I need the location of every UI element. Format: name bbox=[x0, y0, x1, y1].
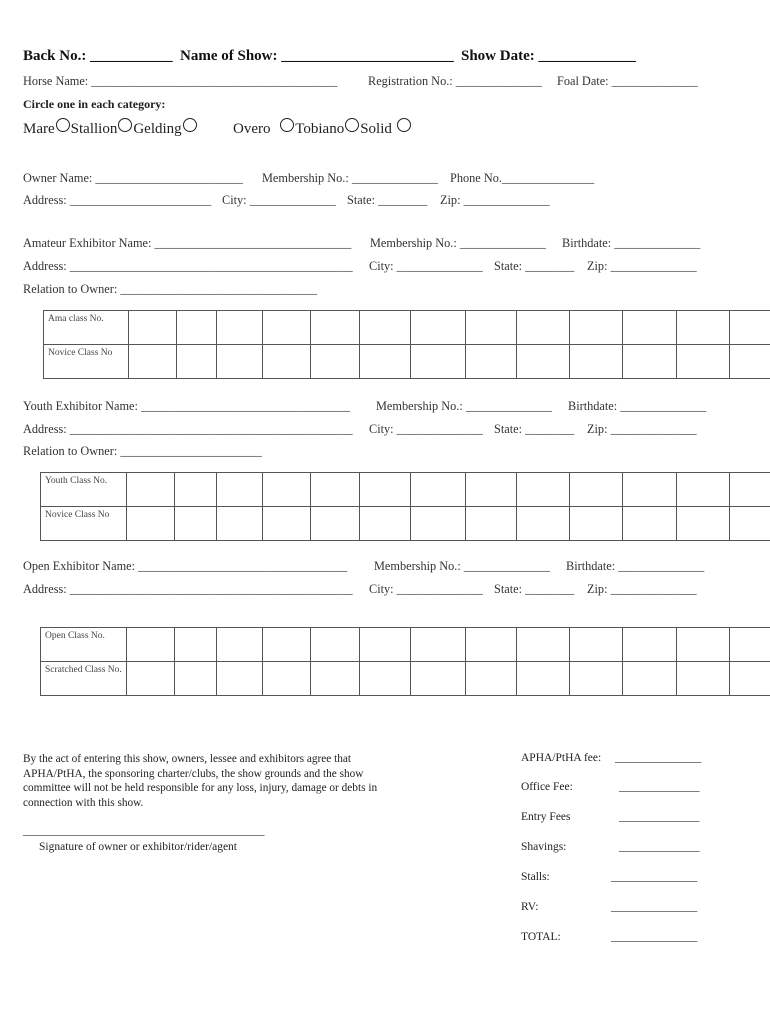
youth-class-table bbox=[40, 472, 770, 541]
class-cell[interactable] bbox=[677, 311, 730, 345]
amateur-state-field[interactable]: State: ________ bbox=[494, 259, 575, 273]
owner-phone-field[interactable]: Phone No._______________ bbox=[450, 171, 595, 185]
class-cell[interactable] bbox=[263, 473, 311, 507]
row-label: Ama class No. bbox=[44, 311, 129, 345]
color-category bbox=[233, 118, 412, 138]
class-cell[interactable] bbox=[730, 311, 770, 345]
sex-category bbox=[23, 118, 198, 138]
class-cell[interactable] bbox=[175, 628, 217, 662]
class-cell[interactable] bbox=[730, 507, 770, 541]
class-cell[interactable] bbox=[466, 311, 517, 345]
liability-disclaimer: By the act of entering this show, owners, lessee and exhibitors agree that APHA/PtHA, the sponsoring charter/clubs, the show grounds and the show committee will not be held responsible for any loss, injury, damage or debts in connection with this show. bbox=[23, 753, 378, 809]
solid-label: Solid bbox=[360, 121, 392, 137]
class-cell[interactable] bbox=[360, 662, 411, 696]
class-cell[interactable] bbox=[466, 345, 517, 379]
class-cell[interactable] bbox=[570, 628, 623, 662]
class-cell[interactable] bbox=[517, 473, 570, 507]
class-cell[interactable] bbox=[217, 473, 263, 507]
class-cell[interactable] bbox=[217, 345, 263, 379]
amateur-class-table bbox=[43, 310, 770, 379]
class-cell[interactable] bbox=[129, 345, 177, 379]
class-cell[interactable] bbox=[623, 662, 677, 696]
class-cell[interactable] bbox=[129, 311, 177, 345]
class-cell[interactable] bbox=[217, 628, 263, 662]
option-mare[interactable] bbox=[23, 121, 71, 137]
horse-name-field[interactable]: Horse Name: ________________________________________ bbox=[23, 74, 338, 88]
class-cell[interactable] bbox=[175, 507, 217, 541]
class-cell[interactable] bbox=[360, 507, 411, 541]
class-cell[interactable] bbox=[570, 345, 623, 379]
owner-zip-field[interactable]: Zip: ______________ bbox=[440, 193, 550, 207]
class-cell[interactable] bbox=[677, 507, 730, 541]
amateur-birthdate-field[interactable]: Birthdate: ______________ bbox=[562, 236, 701, 250]
option-stallion[interactable] bbox=[71, 121, 134, 137]
class-cell[interactable] bbox=[623, 473, 677, 507]
class-cell[interactable] bbox=[730, 628, 770, 662]
class-cell[interactable] bbox=[730, 345, 770, 379]
youth-address-field[interactable]: Address: ______________________________________________ bbox=[23, 422, 353, 436]
overo-label: Overo bbox=[233, 121, 271, 137]
class-cell[interactable] bbox=[517, 628, 570, 662]
fee-label-stalls: Stalls: bbox=[521, 871, 550, 883]
class-cell[interactable] bbox=[411, 473, 466, 507]
fee-blank-total[interactable]: _______________ bbox=[611, 931, 698, 943]
open-membership-field[interactable]: Membership No.: ______________ bbox=[374, 559, 550, 573]
class-cell[interactable] bbox=[311, 473, 360, 507]
back-no-field[interactable]: Back No.: ___________ bbox=[23, 48, 173, 64]
owner-address-field[interactable]: Address: _______________________ bbox=[23, 193, 212, 207]
class-cell[interactable] bbox=[217, 311, 263, 345]
class-cell[interactable] bbox=[311, 311, 360, 345]
stallion-label: Stallion bbox=[70, 121, 118, 137]
class-cell[interactable] bbox=[177, 311, 217, 345]
fee-blank-apha[interactable]: _______________ bbox=[615, 752, 702, 764]
amateur-zip-field[interactable]: Zip: ______________ bbox=[587, 259, 697, 273]
owner-state-field[interactable]: State: ________ bbox=[347, 193, 428, 207]
youth-zip-field[interactable]: Zip: ______________ bbox=[587, 422, 697, 436]
class-cell[interactable] bbox=[517, 311, 570, 345]
overo-circle-icon[interactable] bbox=[280, 118, 294, 132]
class-cell[interactable] bbox=[311, 345, 360, 379]
amateur-relation-field[interactable]: Relation to Owner: ________________________________ bbox=[23, 282, 318, 296]
class-cell[interactable] bbox=[217, 507, 263, 541]
class-cell[interactable] bbox=[360, 311, 411, 345]
mare-circle-icon[interactable] bbox=[56, 118, 70, 132]
youth-membership-field[interactable]: Membership No.: ______________ bbox=[376, 399, 552, 413]
fee-blank-shavings[interactable]: ______________ bbox=[619, 841, 700, 853]
signature-line[interactable]: __________________________________________ bbox=[23, 825, 265, 837]
class-cell[interactable] bbox=[217, 662, 263, 696]
circle-instruction: Circle one in each category: bbox=[23, 97, 166, 111]
class-cell[interactable] bbox=[360, 345, 411, 379]
class-cell[interactable] bbox=[623, 628, 677, 662]
class-cell[interactable] bbox=[623, 507, 677, 541]
class-cell[interactable] bbox=[623, 345, 677, 379]
option-overo[interactable] bbox=[233, 121, 295, 137]
amateur-address-field[interactable]: Address: ______________________________________________ bbox=[23, 259, 353, 273]
class-cell[interactable] bbox=[263, 311, 311, 345]
open-name-field[interactable]: Open Exhibitor Name: __________________________________ bbox=[23, 559, 348, 573]
youth-city-field[interactable]: City: ______________ bbox=[369, 422, 483, 436]
fee-label-shavings: Shavings: bbox=[521, 841, 567, 853]
option-solid[interactable] bbox=[360, 121, 411, 137]
class-cell[interactable] bbox=[466, 473, 517, 507]
class-cell[interactable] bbox=[175, 473, 217, 507]
youth-state-field[interactable]: State: ________ bbox=[494, 422, 575, 436]
youth-name-field[interactable]: Youth Exhibitor Name: __________________________________ bbox=[23, 399, 351, 413]
class-cell[interactable] bbox=[677, 662, 730, 696]
mare-label: Mare bbox=[23, 121, 55, 137]
fee-blank-stalls[interactable]: _______________ bbox=[611, 871, 698, 883]
row-label: Novice Class No bbox=[44, 345, 129, 379]
fee-blank-entry[interactable]: ______________ bbox=[619, 811, 700, 823]
class-cell[interactable] bbox=[411, 507, 466, 541]
table-row bbox=[41, 507, 770, 541]
open-address-field[interactable]: Address: ______________________________________________ bbox=[23, 582, 353, 596]
fee-label-office: Office Fee: bbox=[521, 781, 573, 793]
class-cell[interactable] bbox=[517, 662, 570, 696]
class-cell[interactable] bbox=[677, 345, 730, 379]
owner-city-field[interactable]: City: ______________ bbox=[222, 193, 336, 207]
owner-membership-field[interactable]: Membership No.: ______________ bbox=[262, 171, 438, 185]
registration-field[interactable]: Registration No.: ______________ bbox=[368, 74, 542, 88]
open-zip-field[interactable]: Zip: ______________ bbox=[587, 582, 697, 596]
open-birthdate-field[interactable]: Birthdate: ______________ bbox=[566, 559, 705, 573]
class-cell[interactable] bbox=[263, 345, 311, 379]
class-cell[interactable] bbox=[570, 311, 623, 345]
class-cell[interactable] bbox=[570, 473, 623, 507]
class-cell[interactable] bbox=[311, 628, 360, 662]
class-cell[interactable] bbox=[127, 507, 175, 541]
class-cell[interactable] bbox=[570, 507, 623, 541]
class-cell[interactable] bbox=[127, 628, 175, 662]
table-row bbox=[44, 345, 770, 379]
class-cell[interactable] bbox=[677, 628, 730, 662]
class-cell[interactable] bbox=[177, 345, 217, 379]
stallion-circle-icon[interactable] bbox=[118, 118, 132, 132]
class-cell[interactable] bbox=[411, 345, 466, 379]
class-cell[interactable] bbox=[517, 507, 570, 541]
fee-blank-office[interactable]: ______________ bbox=[619, 781, 700, 793]
fee-label-total: TOTAL: bbox=[521, 931, 561, 943]
class-cell[interactable] bbox=[570, 662, 623, 696]
class-cell[interactable] bbox=[127, 473, 175, 507]
class-cell[interactable] bbox=[623, 311, 677, 345]
class-cell[interactable] bbox=[263, 662, 311, 696]
gelding-label: Gelding bbox=[133, 121, 182, 137]
table-row bbox=[41, 628, 770, 662]
option-gelding[interactable] bbox=[133, 121, 197, 137]
table-row bbox=[41, 662, 770, 696]
class-cell[interactable] bbox=[263, 628, 311, 662]
class-cell[interactable] bbox=[263, 507, 311, 541]
open-state-field[interactable]: State: ________ bbox=[494, 582, 575, 596]
class-cell[interactable] bbox=[311, 662, 360, 696]
fee-blank-rv[interactable]: _______________ bbox=[611, 901, 698, 913]
show-name-field[interactable]: Name of Show: _______________________ bbox=[180, 48, 454, 64]
signature-label: Signature of owner or exhibitor/rider/agent bbox=[39, 841, 237, 853]
class-cell[interactable] bbox=[466, 662, 517, 696]
row-label: Open Class No. bbox=[41, 628, 127, 662]
class-cell[interactable] bbox=[360, 628, 411, 662]
youth-birthdate-field[interactable]: Birthdate: ______________ bbox=[568, 399, 707, 413]
class-cell[interactable] bbox=[730, 662, 770, 696]
solid-circle-icon[interactable] bbox=[397, 118, 411, 132]
gelding-circle-icon[interactable] bbox=[183, 118, 197, 132]
table-row bbox=[44, 311, 770, 345]
class-cell[interactable] bbox=[677, 473, 730, 507]
open-class-table bbox=[40, 627, 770, 696]
youth-relation-field[interactable]: Relation to Owner: _______________________ bbox=[23, 444, 262, 458]
show-date-field[interactable]: Show Date: _____________ bbox=[461, 48, 636, 64]
fee-label-rv: RV: bbox=[521, 901, 539, 913]
amateur-city-field[interactable]: City: ______________ bbox=[369, 259, 483, 273]
fee-label-entry: Entry Fees bbox=[521, 811, 571, 823]
class-cell[interactable] bbox=[411, 662, 466, 696]
row-label: Novice Class No bbox=[41, 507, 127, 541]
fee-label-apha: APHA/PtHA fee: bbox=[521, 752, 602, 764]
option-tobiano[interactable] bbox=[295, 121, 360, 137]
tobiano-label: Tobiano bbox=[295, 121, 345, 137]
class-cell[interactable] bbox=[730, 473, 770, 507]
class-cell[interactable] bbox=[175, 662, 217, 696]
class-cell[interactable] bbox=[411, 311, 466, 345]
row-label: Youth Class No. bbox=[41, 473, 127, 507]
table-row bbox=[41, 473, 770, 507]
amateur-membership-field[interactable]: Membership No.: ______________ bbox=[370, 236, 546, 250]
tobiano-circle-icon[interactable] bbox=[345, 118, 359, 132]
class-cell[interactable] bbox=[127, 662, 175, 696]
class-cell[interactable] bbox=[466, 628, 517, 662]
row-label: Scratched Class No. bbox=[41, 662, 127, 696]
amateur-name-field[interactable]: Amateur Exhibitor Name: ________________________________ bbox=[23, 236, 352, 250]
class-cell[interactable] bbox=[411, 628, 466, 662]
class-cell[interactable] bbox=[360, 473, 411, 507]
class-cell[interactable] bbox=[311, 507, 360, 541]
owner-name-field[interactable]: Owner Name: ________________________ bbox=[23, 171, 243, 185]
foal-date-field[interactable]: Foal Date: ______________ bbox=[557, 74, 698, 88]
open-city-field[interactable]: City: ______________ bbox=[369, 582, 483, 596]
class-cell[interactable] bbox=[466, 507, 517, 541]
class-cell[interactable] bbox=[517, 345, 570, 379]
